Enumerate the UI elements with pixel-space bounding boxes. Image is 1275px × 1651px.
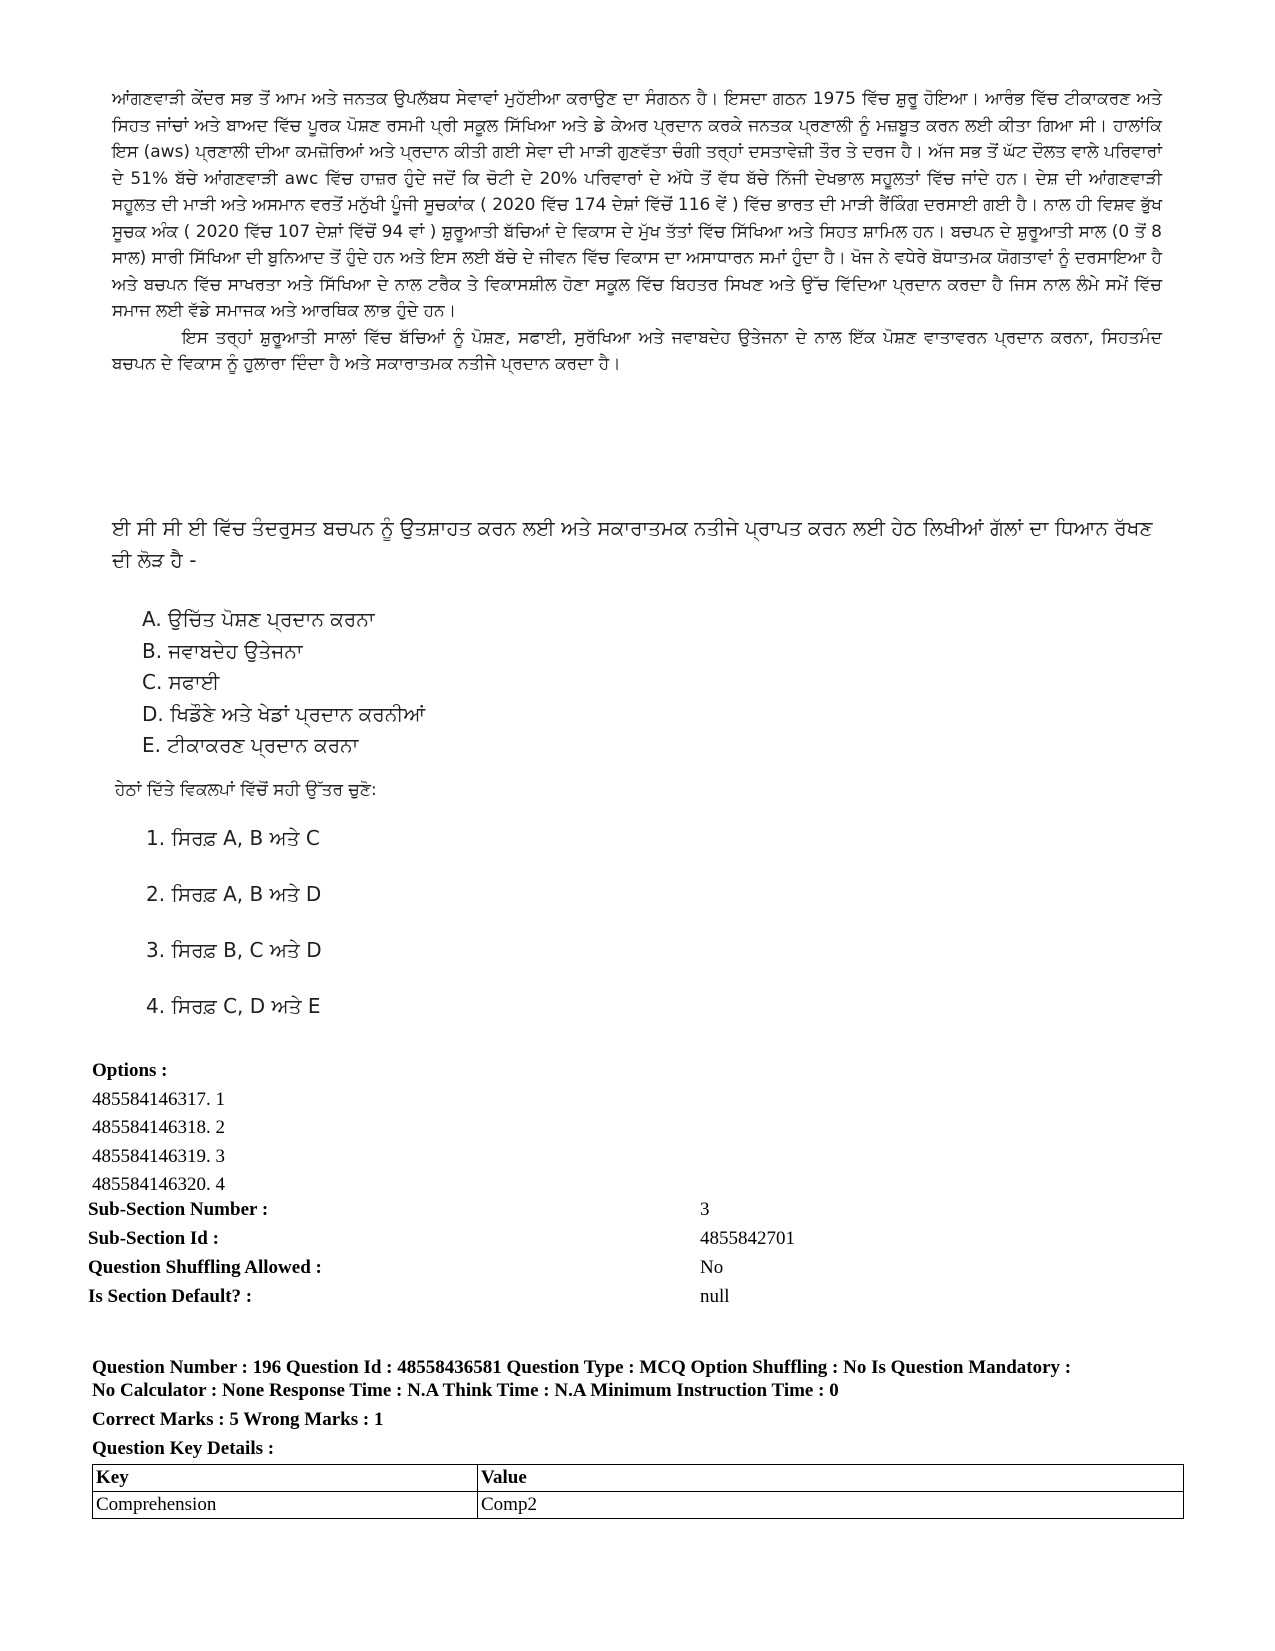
option-item: 485584146317. 1 — [92, 1088, 225, 1110]
marks-line: Correct Marks : 5 Wrong Marks : 1 — [92, 1409, 384, 1430]
table-header-value: Value — [478, 1465, 1184, 1492]
choice-1: 1. ਸਿਰਫ਼ A, B ਅਤੇ C — [146, 826, 320, 850]
options-block — [92, 1057, 225, 1200]
question-info-line-2: No Calculator : None Response Time : N.A Think Time : N.A Minimum Instruction Time : 0 — [92, 1380, 839, 1401]
choice-2: 2. ਸਿਰਫ਼ A, B ਅਤੇ D — [146, 882, 322, 906]
comprehension-passage — [112, 86, 1162, 378]
section-default-label: Is Section Default? : — [88, 1286, 253, 1307]
key-details-heading: Question Key Details : — [92, 1438, 275, 1459]
statement-list — [142, 604, 425, 762]
choice-3: 3. ਸਿਰਫ਼ B, C ਅਤੇ D — [146, 938, 322, 962]
question-shuffling-label: Question Shuffling Allowed : — [88, 1257, 322, 1278]
question-info-line-1: Question Number : 196 Question Id : 48558436581 Question Type : MCQ Option Shuffling : No Is Question Mandatory : — [92, 1357, 1072, 1378]
table-cell-key: Comprehension — [93, 1492, 478, 1519]
option-item: 485584146319. 3 — [92, 1145, 225, 1167]
subsection-id-label: Sub-Section Id : — [88, 1228, 219, 1249]
subsection-number-value: 3 — [700, 1199, 710, 1220]
passage-paragraph-2: ਇਸ ਤਰ੍ਹਾਂ ਸ਼ੁਰੂਆਤੀ ਸਾਲਾਂ ਵਿੱਚ ਬੱਚਿਆਂ ਨੂੰ ਪੋਸ਼ਣ, ਸਫਾਈ, ਸੁਰੱਖਿਆ ਅਤੇ ਜਵਾਬਦੇਹ ਉਤੇਜਨਾ ਦੇ ਨਾਲ ਇੱਕ ਪੋਸ਼ਣ ਵਾਤਾਵਰਨ ਪ੍ਰਦਾਨ ਕਰਨਾ, ਸਿਹਤਮੰਦ ਬਚਪਨ ਦੇ ਵਿਕਾਸ ਨੂੰ ਹੁਲਾਰਾ ਦਿੰਦਾ ਹੈ ਅਤੇ ਸਕਾਰਾਤਮਕ ਨਤੀਜੇ ਪ੍ਰਦਾਨ ਕਰਦਾ ਹੈ। — [112, 327, 1162, 374]
question-text: ਈ ਸੀ ਸੀ ਈ ਵਿੱਚ ਤੰਦਰੁਸਤ ਬਚਪਨ ਨੂੰ ਉਤਸ਼ਾਹਤ ਕਰਨ ਲਈ ਅਤੇ ਸਕਾਰਾਤਮਕ ਨਤੀਜੇ ਪ੍ਰਾਪਤ ਕਰਨ ਲਈ ਹੇਠ ਲਿਖੀਆਂ ਗੱਲਾਂ ਦਾ ਧਿਆਨ ਰੱਖਣ ਦੀ ਲੋੜ ਹੈ - — [112, 516, 1153, 572]
passage-paragraph-1: ਆਂਗਣਵਾੜੀ ਕੇਂਦਰ ਸਭ ਤੋਂ ਆਮ ਅਤੇ ਜਨਤਕ ਉਪਲੱਬਧ ਸੇਵਾਵਾਂ ਮੁਹੱਈਆ ਕਰਾਉਣ ਦਾ ਸੰਗਠਨ ਹੈ। ਇਸਦਾ ਗਠਨ 1975 ਵਿੱਚ ਸ਼ੁਰੂ ਹੋਇਆ। ਆਰੰਭ ਵਿੱਚ ਟੀਕਾਕਰਣ ਅਤੇ ਸਿਹਤ ਜਾਂਚਾਂ ਅਤੇ ਬਾਅਦ ਵਿੱਚ ਪੂਰਕ ਪੋਸ਼ਣ ਰਸਮੀ ਪ੍ਰੀ ਸਕੂਲ ਸਿੱਖਿਆ ਅਤੇ ਡੇ ਕੇਅਰ ਪ੍ਰਦਾਨ ਕਰਕੇ ਜਨਤਕ ਪ੍ਰਣਾਲੀ ਨੂੰ ਮਜ਼ਬੂਤ ਕਰਨ ਲਈ ਕੀਤਾ ਗਿਆ ਸੀ। ਹਾਲਾਂਕਿ ਇਸ (aws) ਪ੍ਰਣਾਲੀ ਦੀਆ ਕਮਜ਼ੋਰਿਆਂ ਅਤੇ ਪ੍ਰਦਾਨ ਕੀਤੀ ਗਈ ਸੇਵਾ ਦੀ ਮਾੜੀ ਗੁਣਵੱਤਾ ਚੰਗੀ ਤਰ੍ਹਾਂ ਦਸਤਾਵੇਜ਼ੀ ਤੌਰ ਤੇ ਦਰਜ ਹੈ। ਅੱਜ ਸਭ ਤੋਂ ਘੱਟ ਦੌਲਤ ਵਾਲੇ ਪਰਿਵਾਰਾਂ ਦੇ 51% ਬੱਚੇ ਆਂਗਣਵਾੜੀ awc ਵਿੱਚ ਹਾਜ਼ਰ ਹੁੰਦੇ ਜਦੋਂ ਕਿ ਚੋਟੀ ਦੇ 20% ਪਰਿਵਾਰਾਂ ਦੇ ਅੱਧੇ ਤੋਂ ਵੱਧ ਬੱਚੇ ਨਿੱਜੀ ਦੇਖਭਾਲ ਸਹੂਲਤਾਂ ਵਿੱਚ ਜਾਂਦੇ ਹਨ। ਦੇਸ਼ ਦੀ ਆਂਗਣਵਾੜੀ ਸਹੂਲਤ ਦੀ ਮਾੜੀ ਅਤੇ ਅਸਮਾਨ ਵਰਤੋਂ ਮਨੁੱਖੀ ਪੂੰਜੀ ਸੂਚਕਾਂਕ ( 2020 ਵਿੱਚ 174 ਦੇਸ਼ਾਂ ਵਿੱਚੋਂ 116 ਵੇਂ ) ਵਿੱਚ ਭਾਰਤ ਦੀ ਮਾੜੀ ਰੈਂਕਿੰਗ ਦਰਸਾਈ ਗਈ ਹੈ। ਨਾਲ ਹੀ ਵਿਸ਼ਵ ਭੁੱਖ ਸੂਚਕ ਅੰਕ ( 2020 ਵਿੱਚ 107 ਦੇਸ਼ਾਂ ਵਿੱਚੋਂ 94 ਵਾਂ ) ਸ਼ੁਰੂਆਤੀ ਬੱਚਿਆਂ ਦੇ ਵਿਕਾਸ ਦੇ ਮੁੱਖ ਤੱਤਾਂ ਵਿੱਚ ਸਿੱਖਿਆ ਅਤੇ ਸਿਹਤ ਸ਼ਾਮਿਲ ਹਨ। ਬਚਪਨ ਦੇ ਸ਼ੁਰੂਆਤੀ ਸਾਲ (0 ਤੋਂ 8 ਸਾਲ) ਸਾਰੀ ਸਿੱਖਿਆ ਦੀ ਬੁਨਿਆਦ ਤੋਂ ਹੁੰਦੇ ਹਨ ਅਤੇ ਇਸ ਲਈ ਬੱਚੇ ਦੇ ਜੀਵਨ ਵਿੱਚ ਵਿਕਾਸ ਦਾ ਅਸਾਧਾਰਨ ਸਮਾਂ ਹੁੰਦਾ ਹੈ। ਖੋਜ ਨੇ ਵਧੇਰੇ ਬੋਧਾਤਮਕ ਯੋਗਤਾਵਾਂ ਨੂੰ ਦਰਸਾਇਆ ਹੈ ਅਤੇ ਬਚਪਨ ਵਿੱਚ ਸਾਖਰਤਾ ਅਤੇ ਸਿੱਖਿਆ ਦੇ ਨਾਲ ਟਰੈਕ ਤੇ ਵਿਕਾਸਸ਼ੀਲ ਹੋਣਾ ਸਕੂਲ ਵਿੱਚ ਬਿਹਤਰ ਸਿਖਣ ਅਤੇ ਉੱਚ ਵਿੱਦਿਆ ਪ੍ਰਦਾਨ ਕਰਦਾ ਹੈ ਜਿਸ ਨਾਲ ਲੰਮੇ ਸਮੇਂ ਵਿੱਚ ਸਮਾਜ ਲਈ ਵੱਡੇ ਸਮਾਜਕ ਅਤੇ ਆਰਥਿਕ ਲਾਭ ਹੁੰਦੇ ਹਨ। — [112, 89, 1162, 321]
question-info — [92, 1356, 1182, 1460]
option-item: 485584146318. 2 — [92, 1117, 225, 1138]
statement-c: C. ਸਫਾਈ — [142, 670, 220, 694]
subsection-number-label: Sub-Section Number : — [88, 1199, 269, 1220]
table-cell-value: Comp2 — [478, 1492, 1184, 1519]
section-default-value: null — [700, 1286, 730, 1307]
statement-b: B. ਜਵਾਬਦੇਹ ਉਤੇਜਨਾ — [142, 638, 303, 663]
table-header-key: Key — [93, 1465, 478, 1492]
option-item: 485584146320. 4 — [92, 1174, 225, 1195]
choice-4: 4. ਸਿਰਫ਼ C, D ਅਤੇ E — [146, 994, 321, 1018]
key-details-table — [92, 1464, 1184, 1519]
question-shuffling-value: No — [700, 1257, 724, 1278]
options-heading: Options : — [92, 1060, 168, 1081]
table-header-row — [93, 1465, 1184, 1492]
answer-instruction: ਹੇਠਾਂ ਦਿੱਤੇ ਵਿਕਲਪਾਂ ਵਿੱਚੋਂ ਸਹੀ ਉੱਤਰ ਚੁਣੋ: — [115, 780, 377, 800]
statement-e: E. ਟੀਕਾਕਰਣ ਪ੍ਰਦਾਨ ਕਰਨਾ — [142, 733, 359, 757]
table-row — [93, 1492, 1184, 1519]
statement-d: D. ਖਿਡੌਣੇ ਅਤੇ ਖੇਡਾਂ ਪ੍ਰਦਾਨ ਕਰਨੀਆਂ — [142, 701, 426, 726]
statement-a: A. ਉਚਿੱਤ ਪੋਸ਼ਣ ਪ੍ਰਦਾਨ ਕਰਨਾ — [142, 607, 375, 631]
subsection-id-value: 4855842701 — [700, 1228, 795, 1249]
